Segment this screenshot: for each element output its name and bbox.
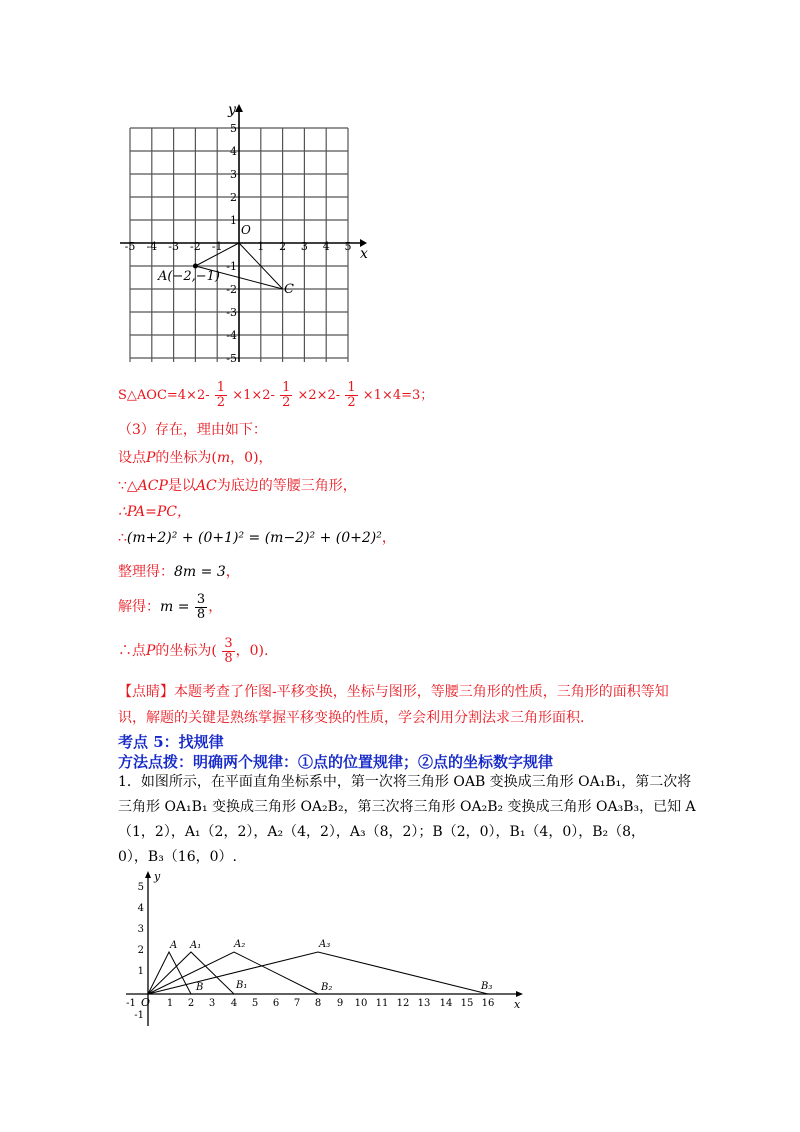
method-tip: 方法点拨：明确两个规律：①点的位置规律；②点的坐标数字规律 <box>118 753 554 771</box>
origin-label: O <box>141 996 151 1009</box>
part3-equation: ∴(m+2)² + (0+1)² = (m−2)² + (0+2)²， <box>118 530 396 546</box>
x-tick: 3 <box>300 240 308 253</box>
area-formula <box>118 381 433 410</box>
label-b1: B₁ <box>236 980 248 991</box>
y-tick: 2 <box>137 945 144 956</box>
label-a3: A₃ <box>319 939 331 950</box>
part3-pa-pc: ∴PA=PC， <box>118 504 192 520</box>
label-b: B <box>196 982 204 993</box>
part3-intro: （3）存在，理由如下： <box>118 422 267 438</box>
label-a: A <box>170 940 178 951</box>
part3-conclusion: ∴点P的坐标为( $\frac{3}{8}$ ，0). <box>118 635 269 666</box>
label-a2: A₂ <box>234 939 246 950</box>
x-tick: 5 <box>251 998 259 1009</box>
label-a1: A₁ <box>190 940 202 951</box>
problem-line-2: 三角形 OA₁B₁ 变换成三角形 OA₂B₂，第三次将三角形 OA₂B₂ 变换成三角形 OA₃B₃，已知 A <box>118 799 696 815</box>
formula-term: ×1×2- <box>232 388 275 403</box>
problem-line-4: 0），B₃（16，0）. <box>118 849 237 865</box>
x-tick: 12 <box>396 998 410 1009</box>
formula-prefix: S△AOC=4×2- <box>118 388 210 403</box>
x-tick: 5 <box>344 240 352 253</box>
part3-simplify: 整理得：8m = 3， <box>118 564 240 580</box>
x-tick: 4 <box>322 240 330 253</box>
x-tick: 2 <box>187 998 195 1009</box>
pattern-triangles-graph <box>118 868 528 1028</box>
point-a-dot <box>193 264 198 269</box>
origin-label: O <box>241 223 251 237</box>
formula-term: ×2×2- <box>297 388 341 403</box>
fraction-half: $\frac{1}{2}$ <box>347 380 356 410</box>
x-tick: -1 <box>126 998 136 1009</box>
x-tick: 15 <box>460 998 474 1009</box>
problem-line-3: （1，2），A₁（2，2），A₂（4，2），A₃（8，2）；B（2，0），B₁（4，0），B₂（8， <box>118 824 646 840</box>
y-tick: 3 <box>137 924 144 935</box>
point-a-label: A(−2,−1) <box>158 269 220 284</box>
y-tick: 1 <box>137 966 144 977</box>
x-tick: 10 <box>354 998 368 1009</box>
x-tick: 6 <box>272 998 280 1009</box>
y-tick: -3 <box>226 306 237 319</box>
problem-line-1: 1．如图所示，在平面直角坐标系中，第一次将三角形 OAB 变换成三角形 OA₁B₁，第二次将 <box>118 774 692 790</box>
y-tick: 4 <box>230 145 237 158</box>
topic-title: 考点 5：找规律 <box>118 733 224 751</box>
comment-line-2: 识，解题的关键是熟练掌握平移变换的性质，学会利用分割法求三角形面积. <box>118 710 585 726</box>
y-tick: 5 <box>137 882 144 893</box>
x-tick: 8 <box>314 998 322 1009</box>
x-tick: 11 <box>375 998 389 1009</box>
point-c-label: C <box>284 282 294 297</box>
x-tick: -2 <box>190 240 201 253</box>
y-tick: 4 <box>137 903 144 914</box>
x-tick: -4 <box>146 240 158 253</box>
x-tick: 16 <box>481 998 495 1009</box>
x-tick: 13 <box>417 998 431 1009</box>
x-tick: -5 <box>124 240 136 253</box>
x-tick: 1 <box>166 998 174 1009</box>
y-axis-label: y <box>154 870 161 883</box>
fraction-three-eighths: $\frac{3}{8}$ <box>196 591 206 622</box>
part3-isosceles: ∵△ACP是以AC为底边的等腰三角形， <box>118 478 357 494</box>
x-tick: 14 <box>439 998 453 1009</box>
part3-solve: 解得：m = $\frac{3}{8}$ ， <box>118 591 223 622</box>
y-tick: -5 <box>226 352 237 362</box>
x-axis-label: x <box>360 246 368 262</box>
y-tick: -1 <box>226 260 237 273</box>
x-tick: -3 <box>168 240 179 253</box>
x-tick: 2 <box>279 240 287 253</box>
y-tick: -1 <box>134 1010 144 1021</box>
part3-set-p: 设点P的坐标为(m，0)， <box>118 450 273 466</box>
x-tick: 4 <box>230 998 238 1009</box>
y-tick: 3 <box>230 168 237 181</box>
comment-line-1: 【点睛】本题考查了作图-平移变换，坐标与图形，等腰三角形的性质，三角形的面积等知 <box>118 684 669 700</box>
x-tick: 7 <box>293 998 301 1009</box>
label-b2: B₂ <box>321 982 333 993</box>
x-tick: -1 <box>211 240 223 253</box>
fraction-three-eighths: $\frac{3}{8}$ <box>224 635 233 666</box>
coordinate-grid-graph <box>110 100 370 362</box>
x-tick: 3 <box>208 998 216 1009</box>
x-axis-label: x <box>514 998 521 1011</box>
x-tick: 1 <box>257 240 265 253</box>
formula-term: ×1×4=3； <box>362 388 434 403</box>
y-tick: 2 <box>230 191 237 204</box>
y-tick: -2 <box>226 283 237 296</box>
y-axis-label: y <box>228 102 236 118</box>
y-tick: 1 <box>230 214 237 227</box>
label-b3: B₃ <box>481 981 493 992</box>
fraction-half: $\frac{1}{2}$ <box>282 380 291 410</box>
y-tick: -4 <box>226 329 237 342</box>
y-tick: 5 <box>230 122 237 135</box>
fraction-half: $\frac{1}{2}$ <box>216 380 226 410</box>
x-tick: 9 <box>336 998 344 1009</box>
